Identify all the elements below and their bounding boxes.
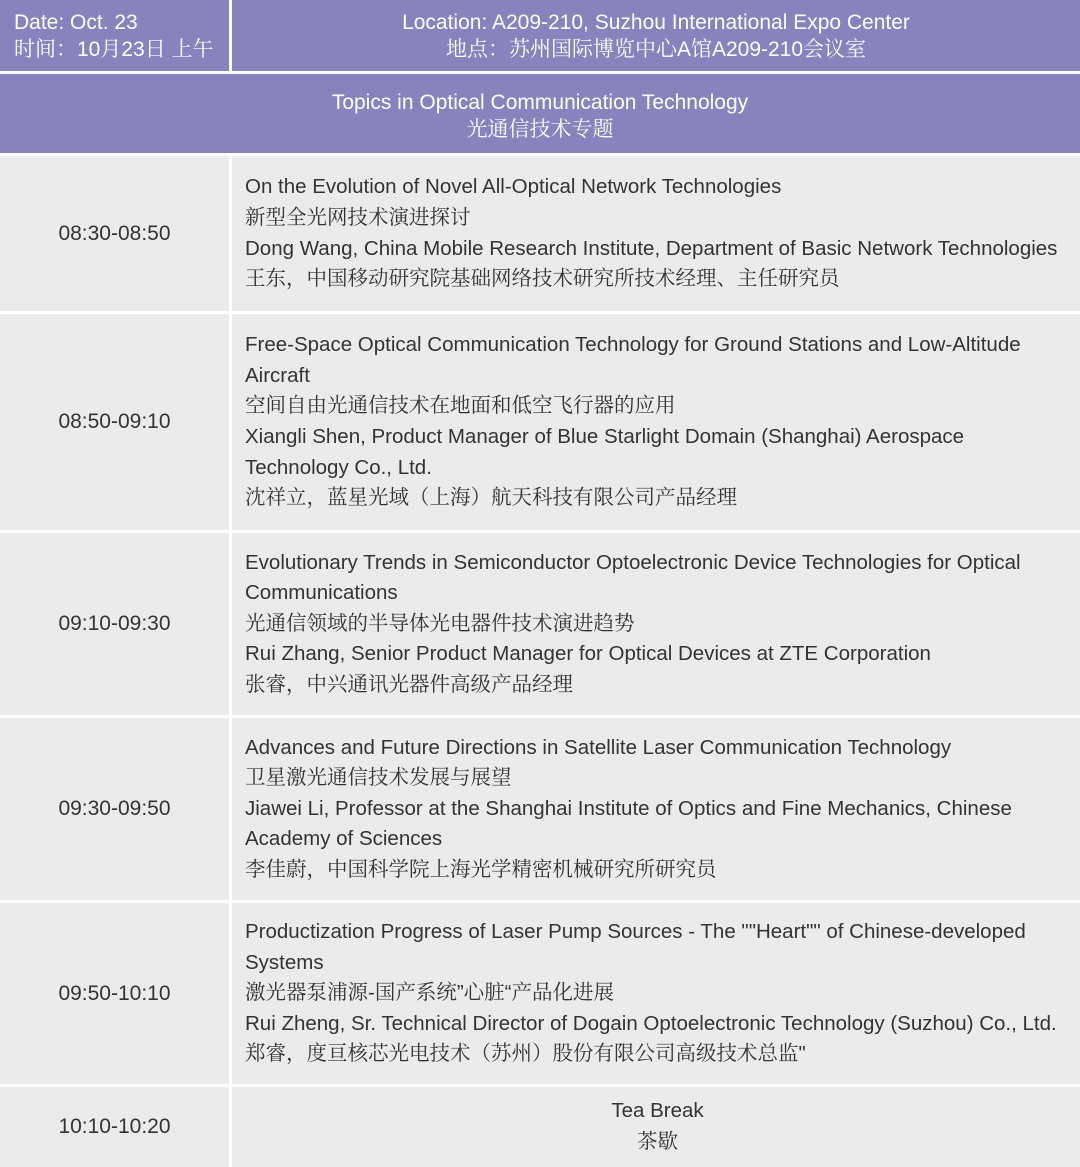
session-title-cn: 空间自由光通信技术在地面和低空飞行器的应用 [245, 394, 676, 418]
session-row [0, 533, 1080, 718]
session-time: 08:30-08:50 [0, 156, 232, 311]
session-speaker-en: Xiangli Shen, Product Manager of Blue Starlight Domain (Shanghai) Aerospace Technology Co., Ltd. [245, 425, 965, 479]
session-speaker-cn: 王东，中国移动研究院基础网络技术研究所技术经理、主任研究员 [245, 267, 840, 291]
session-time: 08:50-09:10 [0, 314, 232, 530]
topic-title-cn: 光通信技术专题 [466, 118, 614, 141]
session-row [0, 156, 1080, 314]
header-row [0, 0, 1080, 74]
session-title-cn: 新型全光网技术演进探讨 [245, 205, 471, 229]
session-title-en: Productization Progress of Laser Pump Sources - The ""Heart"" of Chinese-developed Systems [245, 920, 1026, 974]
topic-row [0, 74, 1080, 156]
date-en: Date: Oct. 23 [14, 11, 138, 34]
session-title-en: Free-Space Optical Communication Technology for Ground Stations and Low-Altitude Aircraft [245, 333, 1021, 387]
session-details [232, 314, 1080, 530]
date-cell [0, 0, 232, 71]
session-speaker-en: Jiawei Li, Professor at the Shanghai Institute of Optics and Fine Mechanics, Chinese Academy of Sciences [245, 796, 1012, 851]
session-details [232, 533, 1080, 715]
session-title-cn: 激光器泵浦源-国产系统”心脏“产品化进展 [245, 981, 614, 1005]
session-speaker-cn: 郑睿，度亘核芯光电技术（苏州）股份有限公司高级技术总监" [245, 1042, 806, 1066]
location-cell [232, 0, 1080, 71]
session-row [0, 903, 1080, 1087]
session-details [232, 903, 1080, 1084]
session-title-cn: 卫星激光通信技术发展与展望 [245, 766, 512, 790]
tea-break-label-en: Tea Break [611, 1099, 704, 1123]
location-cn: 地点：苏州国际博览中心A馆A209-210会议室 [445, 38, 867, 61]
session-title-en: On the Evolution of Novel All-Optical Network Technologies [245, 175, 782, 199]
session-speaker-cn: 张睿，中兴通讯光器件高级产品经理 [245, 672, 573, 696]
session-speaker-cn: 沈祥立，蓝星光域（上海）航天科技有限公司产品经理 [245, 486, 737, 510]
session-speaker-en: Dong Wang, China Mobile Research Institute, Department of Basic Network Technologies [245, 236, 1058, 260]
session-row [0, 314, 1080, 533]
session-time: 09:10-09:30 [0, 533, 232, 715]
session-title-en: Advances and Future Directions in Satellite Laser Communication Technology [245, 735, 952, 759]
session-speaker-en: Rui Zheng, Sr. Technical Director of Dogain Optoelectronic Technology (Suzhou) Co., Ltd. [245, 1011, 1057, 1035]
tea-break-details [232, 1087, 1080, 1167]
topic-title-en: Topics in Optical Communication Technology [331, 91, 749, 114]
session-time: 09:50-10:10 [0, 903, 232, 1084]
session-speaker-cn: 李佳蔚，中国科学院上海光学精密机械研究所研究员 [245, 857, 717, 881]
location-en: Location: A209-210, Suzhou International Expo Center [402, 11, 910, 34]
session-title-en: Evolutionary Trends in Semiconductor Optoelectronic Device Technologies for Optical Communications [245, 550, 1021, 605]
session-row [0, 718, 1080, 903]
session-time: 09:30-09:50 [0, 718, 232, 900]
tea-break-time: 10:10-10:20 [0, 1087, 232, 1167]
tea-break-label-cn: 茶歇 [637, 1130, 678, 1153]
session-title-cn: 光通信领域的半导体光电器件技术演进趋势 [245, 611, 635, 635]
date-cn: 时间：10月23日 上午 [14, 38, 214, 61]
session-details [232, 718, 1080, 900]
session-details [232, 156, 1080, 311]
tea-break-row [0, 1087, 1080, 1167]
session-speaker-en: Rui Zhang, Senior Product Manager for Optical Devices at ZTE Corporation [245, 642, 931, 666]
